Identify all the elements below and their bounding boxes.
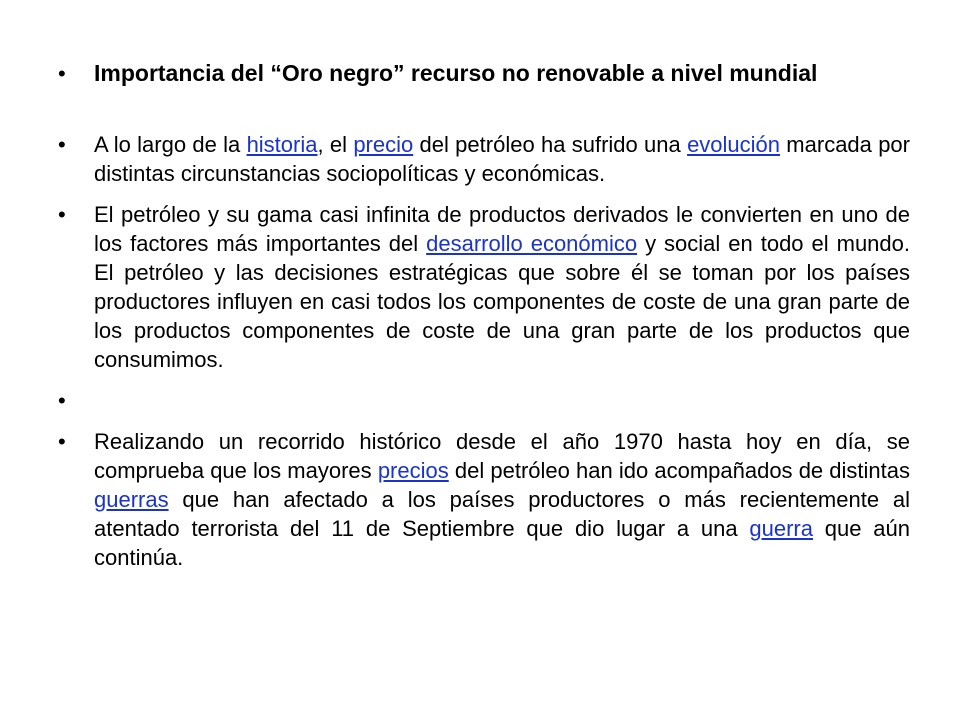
- link-precios[interactable]: precios: [377, 458, 449, 483]
- text-run: A lo largo de la: [94, 132, 247, 157]
- text-run: marcada por distintas circunstancias sociopolíticas y económicas.: [94, 132, 910, 186]
- list-item-empty: [58, 386, 910, 415]
- text-run: , el: [317, 132, 354, 157]
- link-evolucion[interactable]: evolución: [687, 132, 781, 157]
- list-item: [58, 130, 910, 188]
- slide-title: Importancia del “Oro negro” recurso no renovable a nivel mundial: [94, 60, 818, 86]
- link-desarrollo-economico[interactable]: desarrollo económico: [426, 231, 638, 256]
- paragraph-empty: [94, 386, 910, 415]
- bullet-icon: •: [58, 202, 66, 227]
- link-precio[interactable]: precio: [353, 132, 414, 157]
- bullet-list: [58, 130, 910, 584]
- text-run: del petróleo han ido acompañados de distintas: [448, 458, 911, 483]
- list-item: [58, 427, 910, 572]
- text-run: del petróleo ha sufrido una: [413, 132, 688, 157]
- list-item: [58, 200, 910, 374]
- paragraph-development: [94, 200, 910, 374]
- title-row: [58, 58, 918, 89]
- bullet-icon: •: [58, 388, 66, 413]
- text-run: que han afectado a los países productores o más recientemente al atentado terrorista del 11 de Septiembre que dio lugar a una: [94, 487, 910, 541]
- paragraph-historical: [94, 427, 910, 572]
- link-historia[interactable]: historia: [246, 132, 318, 157]
- bullet-icon: •: [58, 132, 66, 157]
- bullet-icon: •: [58, 429, 66, 454]
- text-run: que aún continúa.: [94, 516, 911, 570]
- text-run: Realizando un recorrido histórico desde el año 1970 hasta hoy en día, se comprueba que los mayores: [94, 429, 910, 483]
- text-run: y social en todo el mundo. El petróleo y las decisiones estratégicas que sobre él se toman por los países productores influyen en casi todos los componentes de coste de una gran parte de los productos componentes de coste de una gran parte de los productos que consumimos.: [94, 231, 911, 372]
- link-guerras[interactable]: guerras: [94, 487, 169, 512]
- text-run: El petróleo y su gama casi infinita de productos derivados le convierten en uno de los factores más importantes del: [94, 202, 910, 256]
- bullet-icon: •: [58, 61, 66, 86]
- paragraph-history: [94, 130, 910, 188]
- link-guerra[interactable]: guerra: [749, 516, 813, 541]
